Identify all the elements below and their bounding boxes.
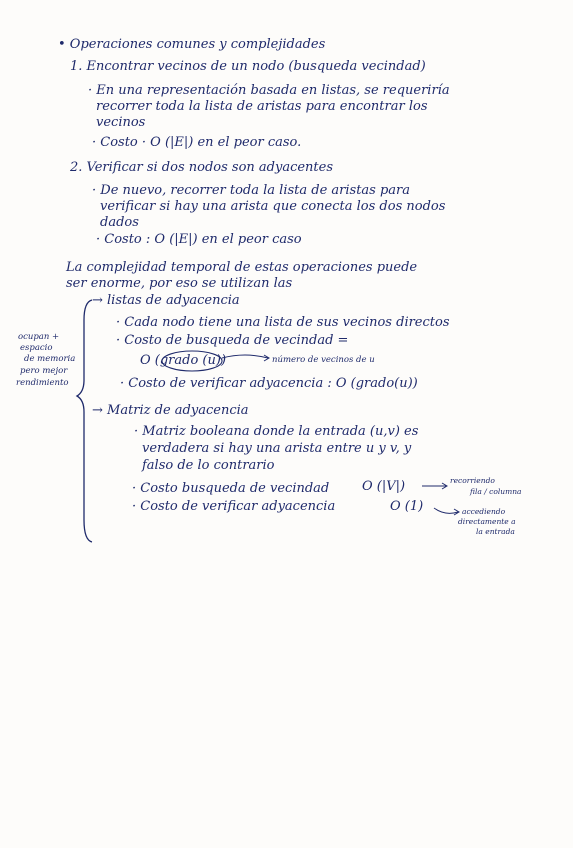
matrix-search-cost: O (|V|) — [362, 479, 406, 494]
lists-item: · Cada nodo tiene una lista de sus vecinos directos — [116, 315, 450, 330]
matrix-title: → Matriz de adyacencia — [92, 403, 249, 418]
matrix-verify-cost: O (1) — [390, 499, 424, 514]
op1-cost: · Costo · O (|E|) en el peor caso. — [92, 135, 302, 150]
lists-formula-note: número de vecinos de u — [272, 355, 375, 365]
complexity-line: ser enorme, por eso se utilizan las — [66, 276, 293, 291]
op2-line: dados — [100, 215, 139, 230]
lists-item: · Costo de verificar adyacencia : O (grado(u)) — [120, 376, 418, 391]
matrix-line: verdadera si hay una arista entre u y v, y — [142, 441, 412, 456]
op2-cost: · Costo : O (|E|) en el peor caso — [96, 232, 302, 247]
op1-line: · En una representación basada en listas, se requeriría — [88, 83, 450, 98]
curly-bracket — [77, 300, 92, 542]
side-note-line: rendimiento — [16, 378, 69, 388]
side-note-line: espacio — [20, 343, 53, 353]
complexity-line: La complejidad temporal de estas operaciones puede — [66, 260, 418, 275]
matrix-search-note: fila / columna — [470, 487, 522, 496]
section-heading: • Operaciones comunes y complejidades — [58, 37, 326, 52]
matrix-line: falso de lo contrario — [142, 458, 275, 473]
side-note-line: pero mejor — [20, 366, 68, 376]
side-note-line: ocupan + — [18, 332, 60, 342]
lists-item: · Costo de busqueda de vecindad = — [116, 333, 349, 348]
matrix-line: · Matriz booleana donde la entrada (u,v) es — [134, 424, 419, 439]
op2-title: 2. Verificar si dos nodos son adyacentes — [70, 160, 334, 175]
matrix-verify: · Costo de verificar adyacencia — [132, 499, 336, 514]
lists-formula: O (grado (u)) — [140, 353, 227, 368]
matrix-verify-note: directamente a — [458, 517, 516, 526]
lists-title: → listas de adyacencia — [92, 293, 240, 308]
side-note-line: de memoria — [24, 354, 76, 364]
matrix-verify-note: accediendo — [462, 507, 506, 516]
matrix-search: · Costo busqueda de vecindad — [132, 481, 330, 496]
op1-title: 1. Encontrar vecinos de un nodo (busqueda vecindad) — [70, 59, 426, 74]
op1-line: recorrer toda la lista de aristas para encontrar los — [96, 99, 428, 114]
op2-line: verificar si hay una arista que conecta los dos nodos — [100, 199, 446, 214]
matrix-verify-note: la entrada — [476, 527, 515, 536]
arrow-icon — [222, 355, 268, 358]
matrix-search-note: recorriendo — [450, 476, 495, 485]
op2-line: · De nuevo, recorrer toda la lista de aristas para — [92, 183, 411, 198]
op1-line: vecinos — [96, 115, 146, 130]
